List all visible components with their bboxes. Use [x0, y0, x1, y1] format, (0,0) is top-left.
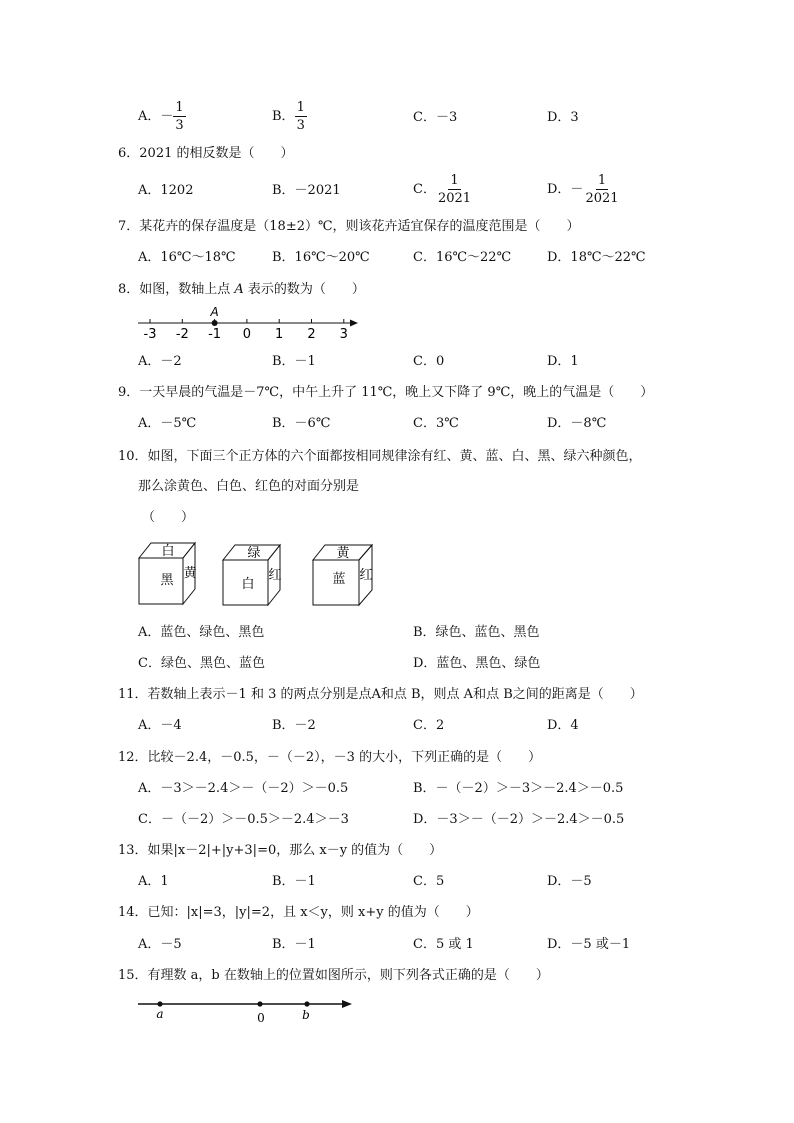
fraction: $\frac{1}{2021}$ [585, 173, 619, 206]
q14-option-d[interactable]: D．－5 或－1 [547, 937, 631, 952]
point-a-marker [157, 1001, 162, 1006]
q13-option-c[interactable]: C．5 [413, 874, 445, 889]
tick-label: -3 [143, 327, 157, 342]
cube-3-front: 蓝 [332, 572, 346, 587]
tick-label: -1 [208, 327, 222, 342]
q14-stem: 14．已知：|x|=3，|y|=2，且 x＜y，则 x+y 的值为（ ） [118, 905, 479, 920]
cube-1-side: 黄 [183, 566, 197, 581]
q9-option-d[interactable]: D．－8℃ [547, 416, 607, 431]
q9-option-b[interactable]: B．－6℃ [272, 416, 331, 431]
q5-option-c[interactable]: C．－3 [413, 110, 458, 125]
q6-option-c[interactable]: C． $\frac{1}{2021}$ [413, 173, 472, 206]
q12-option-d[interactable]: D．－3＞－（－2）＞－2.4＞－0.5 [413, 812, 625, 827]
q13-option-d[interactable]: D．－5 [547, 874, 592, 889]
q11-stem: 11．若数轴上表示－1 和 3 的两点分别是点A和点 B，则点 A和点 B之间的距离是（ ） [118, 687, 643, 702]
q10-answer-paren: （ ） [142, 510, 195, 525]
q14-option-c[interactable]: C．5 或 1 [413, 937, 474, 952]
cube-3-side: 红 [359, 568, 373, 583]
fraction: $\frac{1}{3}$ [175, 100, 184, 133]
q10-stem-line1: 10．如图，下面三个正方体的六个面都按相同规律涂有红、黄、蓝、白、黑、绿六种颜色， [118, 449, 642, 464]
cube-3-top: 黄 [336, 546, 350, 561]
q13-stem: 13．如果|x－2|+|y+3|=0，那么 x－y 的值为（ ） [118, 843, 443, 858]
point-a-marker [212, 320, 218, 326]
cube-1-top: 白 [161, 544, 175, 559]
q12-option-b[interactable]: B．－（－2）＞－3＞－2.4＞－0.5 [413, 781, 624, 796]
point-a-label: a [156, 1007, 164, 1021]
point-b-label: b [302, 1008, 310, 1022]
q10-cubes-figure [132, 538, 392, 610]
origin-marker [257, 1001, 262, 1006]
q15-number-line [134, 994, 360, 1028]
q13-option-a[interactable]: A．1 [138, 874, 169, 889]
q10-option-a[interactable]: A．蓝色、绿色、黑色 [138, 625, 265, 640]
q12-stem: 12．比较－2.4，－0.5，－（－2），－3 的大小，下列正确的是（ ） [118, 750, 542, 765]
tick-label: 0 [242, 327, 252, 342]
q10-stem-line2: 那么涂黄色、白色、红色的对面分别是 [138, 479, 360, 494]
point-b-marker [304, 1001, 309, 1006]
q11-option-b[interactable]: B．－2 [272, 718, 316, 733]
q5-option-b[interactable]: B． $\frac{1}{3}$ [272, 100, 305, 133]
fraction: $\frac{1}{2021}$ [437, 173, 472, 206]
q11-option-d[interactable]: D．4 [547, 718, 579, 733]
q8-option-b[interactable]: B．－1 [272, 354, 316, 369]
q7-stem: 7．某花卉的保存温度是（18±2）℃，则该花卉适宜保存的温度范围是（ ） [118, 219, 580, 234]
q9-option-c[interactable]: C．3℃ [413, 416, 459, 431]
arrow-head [342, 1000, 352, 1008]
tick-label: 2 [307, 327, 316, 342]
q7-option-c[interactable]: C．16℃～22℃ [413, 250, 512, 265]
q12-option-c[interactable]: C．－（－2）＞－0.5＞－2.4＞－3 [138, 812, 349, 827]
q9-stem: 9．一天早晨的气温是－7℃，中午上升了 11℃，晚上又下降了 9℃，晚上的气温是（ ） [118, 385, 654, 400]
q8-option-c[interactable]: C．0 [413, 354, 445, 369]
q10-option-c[interactable]: C．绿色、黑色、蓝色 [138, 656, 265, 671]
q13-option-b[interactable]: B．－1 [272, 874, 316, 889]
cube-2-side: 红 [268, 568, 282, 583]
q5-option-d[interactable]: D．3 [547, 110, 579, 125]
cube-2-front: 白 [241, 577, 255, 592]
origin-label: 0 [257, 1011, 265, 1025]
q6-stem: 6．2021 的相反数是（ ） [118, 146, 294, 161]
q9-option-a[interactable]: A．－5℃ [138, 416, 197, 431]
fraction: $\frac{1}{3}$ [296, 100, 305, 133]
q6-option-d[interactable]: D．－ $\frac{1}{2021}$ [547, 173, 619, 206]
q7-option-b[interactable]: B．16℃～20℃ [272, 250, 370, 265]
q7-option-a[interactable]: A．16℃～18℃ [138, 250, 236, 265]
q10-option-d[interactable]: D．蓝色、黑色、绿色 [413, 656, 541, 671]
cube-1-front: 黑 [160, 573, 174, 588]
q6-option-a[interactable]: A．1202 [138, 183, 194, 198]
q14-option-b[interactable]: B．－1 [272, 937, 316, 952]
q8-stem: 8．如图，数轴上点 A 表示的数为（ ） [118, 282, 365, 297]
q12-option-a[interactable]: A．－3＞－2.4＞－（－2）＞－0.5 [138, 781, 349, 796]
q7-option-d[interactable]: D．18℃～22℃ [547, 250, 646, 265]
q10-option-b[interactable]: B．绿色、蓝色、黑色 [413, 625, 540, 640]
cube-2-top: 绿 [247, 546, 261, 561]
tick-label: -2 [175, 327, 189, 342]
q8-number-line [130, 304, 370, 344]
arrow-head [350, 320, 358, 327]
q6-option-b[interactable]: B．－2021 [272, 183, 341, 198]
q11-option-c[interactable]: C．2 [413, 718, 445, 733]
q14-option-a[interactable]: A．－5 [138, 937, 182, 952]
q11-option-a[interactable]: A．－4 [138, 718, 182, 733]
q5-option-a[interactable]: A．－ $\frac{1}{3}$ [138, 100, 184, 133]
q8-option-a[interactable]: A．－2 [138, 354, 182, 369]
q15-stem: 15．有理数 a，b 在数轴上的位置如图所示，则下列各式正确的是（ ） [118, 968, 549, 983]
tick-label: 1 [275, 327, 284, 342]
tick-label: 3 [339, 327, 348, 342]
q8-option-d[interactable]: D．1 [547, 354, 579, 369]
point-a-label: A [210, 305, 219, 319]
tick-group [144, 319, 348, 342]
